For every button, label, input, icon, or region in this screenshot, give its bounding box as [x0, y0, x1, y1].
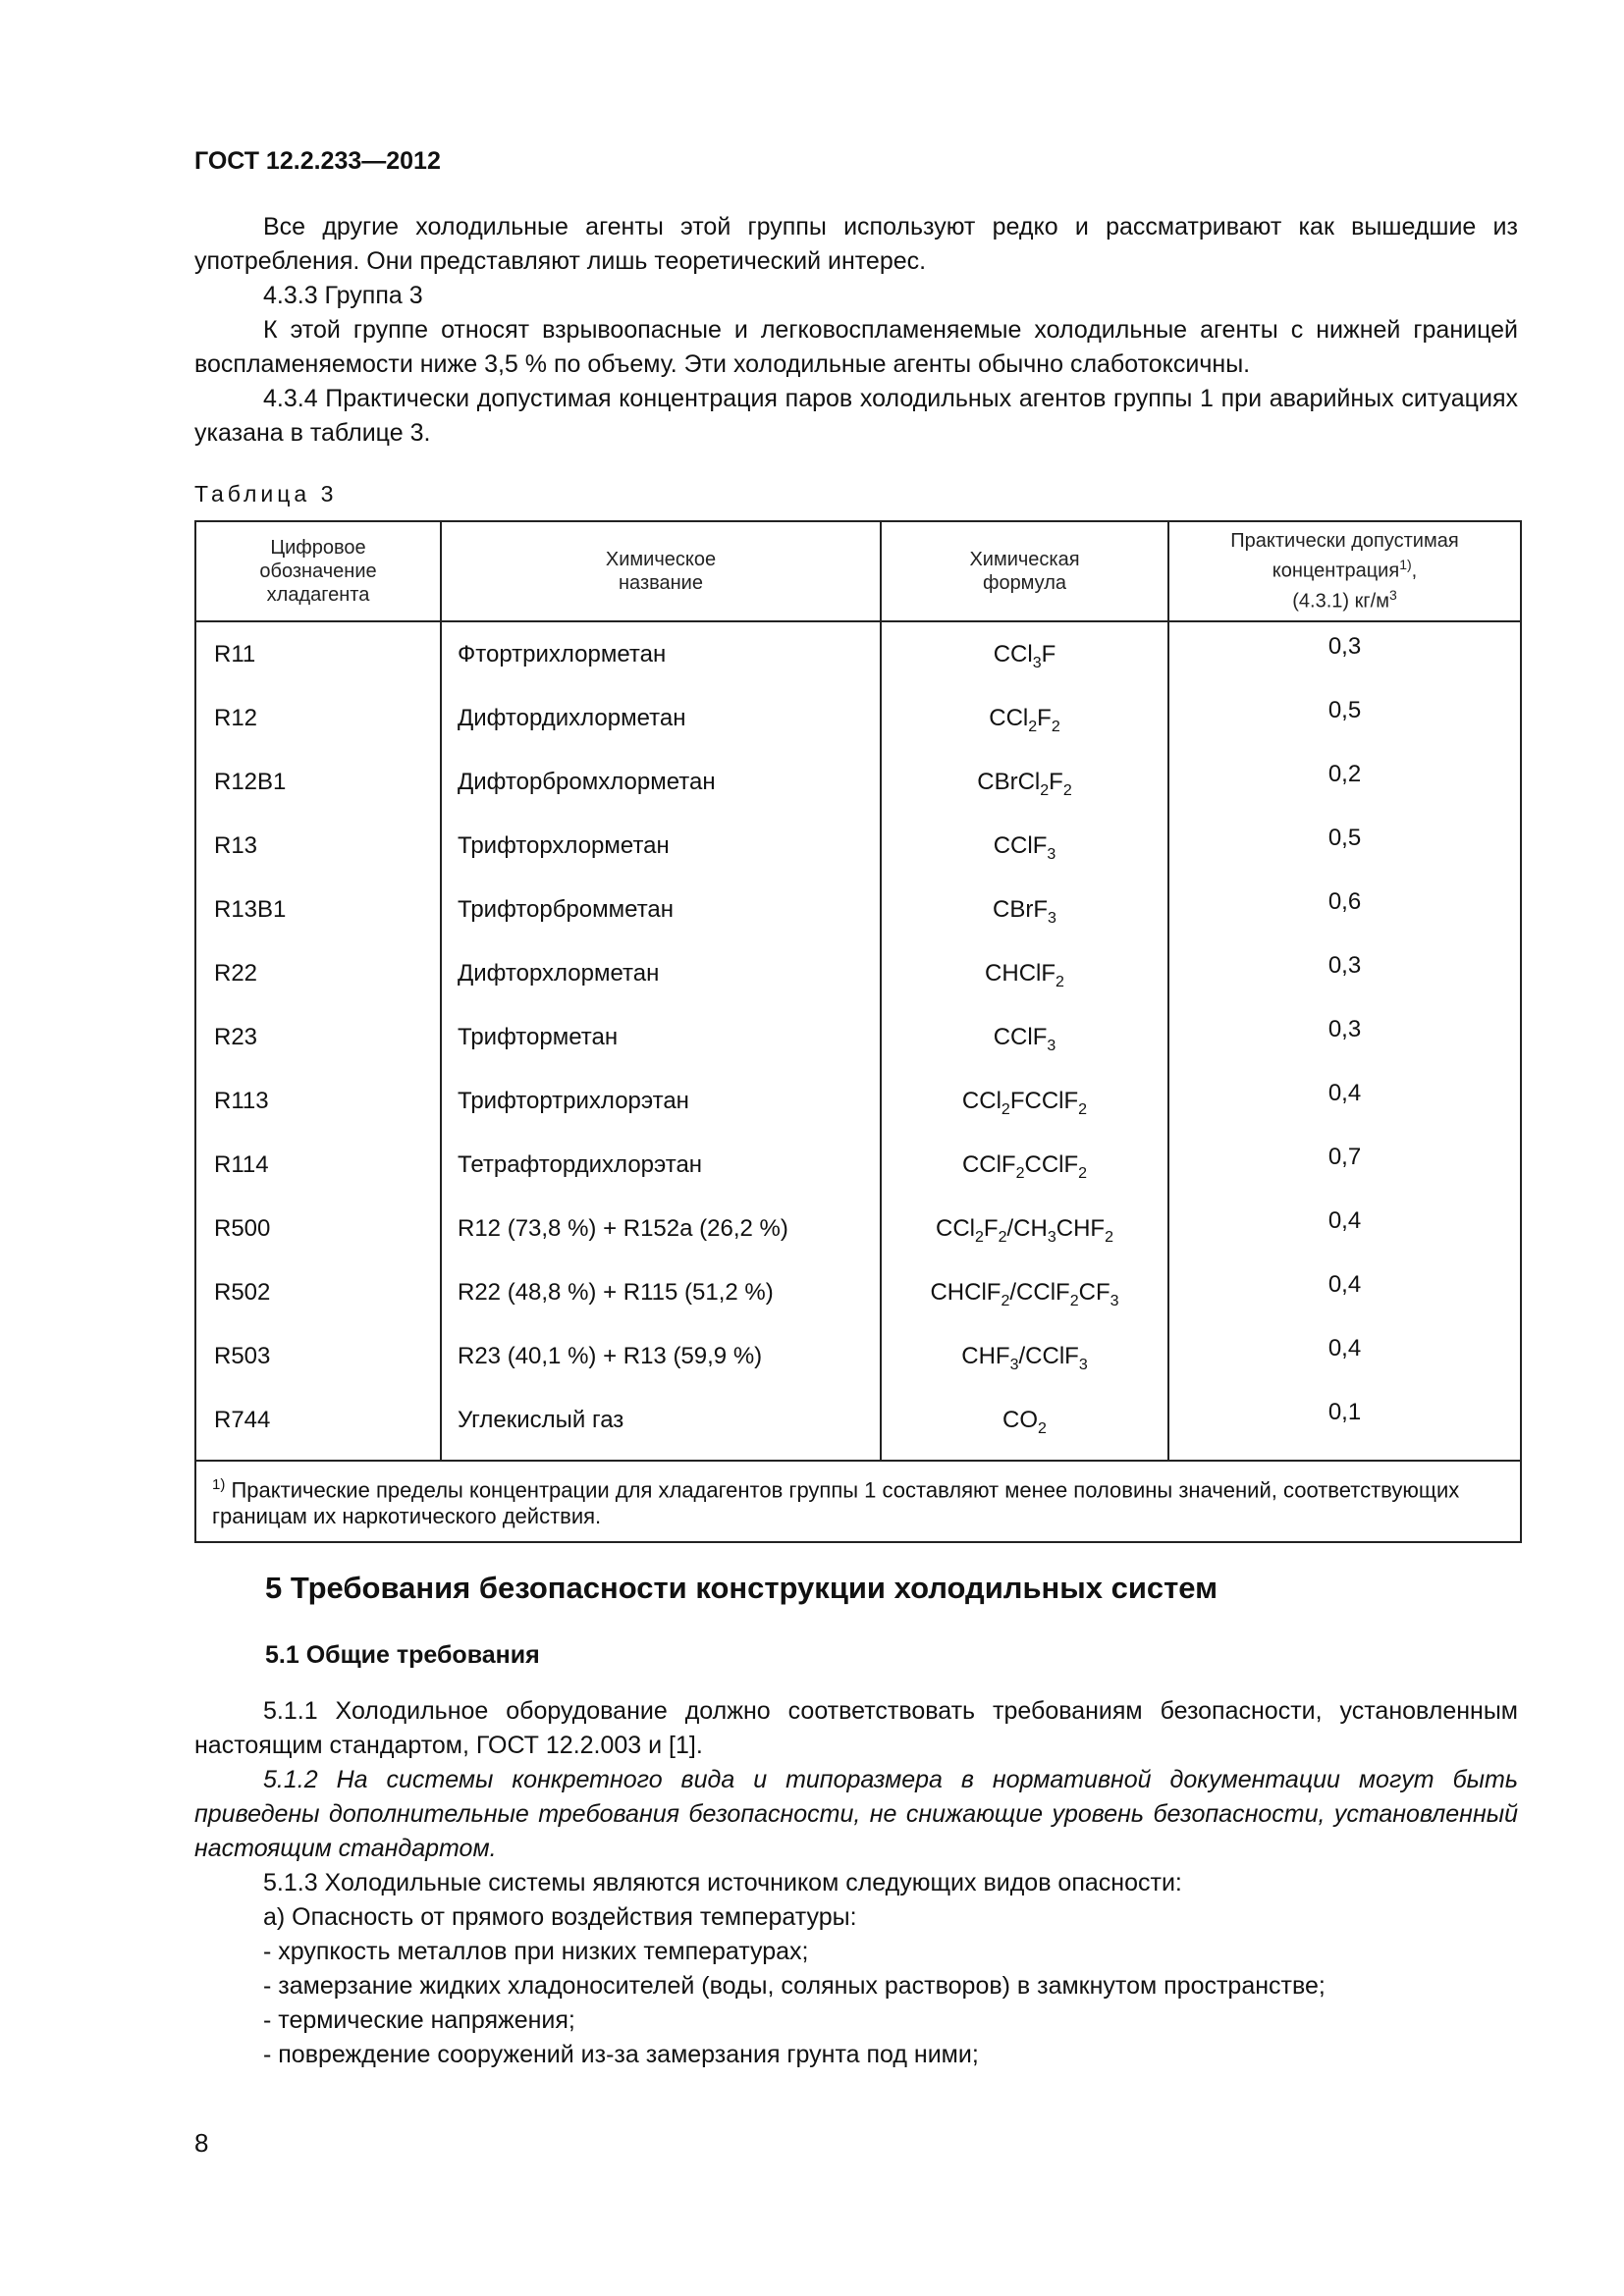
table-row [195, 1332, 1521, 1396]
paragraph-italic: 5.1.2 На системы конкретного вида и типоразмера в нормативной документации могут быть приведены дополнительные требования безопасности, не снижающие уровень безопасности, установленный настоящим стандартом. [194, 1766, 1518, 1862]
chemical-name: Трифтортрихлорэтан [441, 1077, 881, 1141]
refrigerant-code: R744 [195, 1396, 441, 1461]
refrigerant-code: R23 [195, 1013, 441, 1077]
refrigerant-code: R113 [195, 1077, 441, 1141]
table-row [195, 822, 1521, 885]
table-row [195, 1077, 1521, 1141]
refrigerant-code: R502 [195, 1268, 441, 1332]
paragraph: К этой группе относят взрывоопасные и легковоспламеняемые холодильные агенты с нижней границей воспламеняемости ниже 3,5 % по объему. Эти холодильные агенты обычно слаботоксичны. [194, 316, 1518, 378]
paragraph: 5.1.3 Холодильные системы являются источником следующих видов опасности: [263, 1869, 1182, 1896]
refrigerant-code: R12 [195, 694, 441, 758]
chemical-name: Дифторбромхлорметан [441, 758, 881, 822]
concentration-value: 0,3 [1168, 1013, 1521, 1077]
chemical-name: Дифторхлорметан [441, 949, 881, 1013]
concentration-value: 0,2 [1168, 758, 1521, 822]
concentration-value: 0,4 [1168, 1268, 1521, 1332]
list-item: - повреждение сооружений из-за замерзания грунта под ними; [263, 2041, 979, 2068]
header-code: Цифровое обозначение хладагента [195, 521, 441, 621]
table-footnote: $^{1)}$ Практические пределы концентрации для хладагентов группы 1 составляют менее половины значений, соответствующих границам их наркотического действия. [195, 1461, 1521, 1542]
paragraph: 4.3.4 Практически допустимая концентрация паров холодильных агентов группы 1 при аварийных ситуациях указана в таблице 3. [194, 385, 1518, 447]
paragraph: Все другие холодильные агенты этой группы используют редко и рассматривают как вышедшие из употребления. Они представляют лишь теоретический интерес. [194, 213, 1518, 275]
concentration-value: 0,4 [1168, 1204, 1521, 1268]
chemical-name: R22 (48,8 %) + R115 (51,2 %) [441, 1268, 881, 1332]
concentration-value: 0,6 [1168, 885, 1521, 949]
chemical-formula: CClF$_3$ [881, 1013, 1168, 1077]
standard-code: ГОСТ 12.2.233—2012 [194, 147, 441, 175]
chemical-formula: CBrF$_3$ [881, 885, 1168, 949]
concentration-value: 0,5 [1168, 822, 1521, 885]
concentration-value: 0,7 [1168, 1141, 1521, 1204]
concentration-value: 0,1 [1168, 1396, 1521, 1461]
chemical-name: Тетрафтордихлорэтан [441, 1141, 881, 1204]
concentration-value: 0,3 [1168, 630, 1521, 694]
refrigerant-code: R500 [195, 1204, 441, 1268]
table-row [195, 885, 1521, 949]
table-row [195, 1396, 1521, 1461]
chemical-name: Дифтордихлорметан [441, 694, 881, 758]
refrigerant-table [194, 520, 1522, 1543]
chemical-formula: $CO_2$ [881, 1396, 1168, 1461]
paragraph: 5.1.1 Холодильное оборудование должно соответствовать требованиям безопасности, установленным настоящим стандартом, ГОСТ 12.2.003 и [1]. [194, 1697, 1518, 1759]
chemical-formula: CCl$_3$F [881, 630, 1168, 694]
table-row [195, 758, 1521, 822]
list-item: - термические напряжения; [263, 2006, 575, 2034]
table-row [195, 1141, 1521, 1204]
refrigerant-code: R11 [195, 630, 441, 694]
refrigerant-code: R114 [195, 1141, 441, 1204]
refrigerant-code: R12B1 [195, 758, 441, 822]
chemical-formula: $CBrCl_2F_2$ [881, 758, 1168, 822]
header-name: Химическое название [441, 521, 881, 621]
clause-heading: 4.3.3 Группа 3 [263, 282, 423, 309]
header-formula: Химическая формула [881, 521, 1168, 621]
chemical-name: Фтортрихлорметан [441, 630, 881, 694]
concentration-value: 0,4 [1168, 1332, 1521, 1396]
chemical-name: Трифторбромметан [441, 885, 881, 949]
chemical-formula: $CHClF_2/CClF_2CF_3$ [881, 1268, 1168, 1332]
chemical-formula: $CCl_2F_2$ [881, 694, 1168, 758]
table-row [195, 949, 1521, 1013]
chemical-name: Углекислый газ [441, 1396, 881, 1461]
concentration-value: 0,5 [1168, 694, 1521, 758]
chemical-name: Трифторметан [441, 1013, 881, 1077]
page-number: 8 [194, 2128, 209, 2158]
table-caption: Таблица 3 [194, 481, 338, 507]
header-concentration: Практически допустимая концентрация$^{1)}$, (4.3.1) $кг/м^3$ [1168, 521, 1521, 621]
section-title: 5 Требования безопасности конструкции холодильных систем [265, 1571, 1218, 1605]
table-row [195, 694, 1521, 758]
chemical-formula: $CHF_3/CClF_3$ [881, 1332, 1168, 1396]
concentration-value: 0,4 [1168, 1077, 1521, 1141]
chemical-formula: CClF$_3$ [881, 822, 1168, 885]
subsection-title: 5.1 Общие требования [265, 1641, 540, 1669]
chemical-name: R23 (40,1 %) + R13 (59,9 %) [441, 1332, 881, 1396]
chemical-name: Трифторхлорметан [441, 822, 881, 885]
chemical-formula: CHClF$_2$ [881, 949, 1168, 1013]
refrigerant-code: R22 [195, 949, 441, 1013]
list-item: - замерзание жидких хладоносителей (воды, соляных растворов) в замкнутом пространстве; [263, 1972, 1326, 2000]
table-row [195, 630, 1521, 694]
concentration-value: 0,3 [1168, 949, 1521, 1013]
table-footnote-row [195, 1461, 1521, 1542]
list-item: - хрупкость металлов при низких температурах; [263, 1938, 809, 1965]
refrigerant-code: R13B1 [195, 885, 441, 949]
chemical-formula: CClF$_2$CClF$_2$ [881, 1141, 1168, 1204]
table-row [195, 1268, 1521, 1332]
chemical-formula: $CCl_2F_2/CH_3CHF_2$ [881, 1204, 1168, 1268]
table-header-row [195, 521, 1521, 621]
table-row [195, 1013, 1521, 1077]
header-gap [195, 621, 1521, 630]
chemical-name: R12 (73,8 %) + R152a (26,2 %) [441, 1204, 881, 1268]
table-row [195, 1204, 1521, 1268]
refrigerant-code: R13 [195, 822, 441, 885]
chemical-formula: CCl$_2$FCClF$_2$ [881, 1077, 1168, 1141]
refrigerant-code: R503 [195, 1332, 441, 1396]
paragraph: а) Опасность от прямого воздействия температуры: [263, 1903, 857, 1931]
